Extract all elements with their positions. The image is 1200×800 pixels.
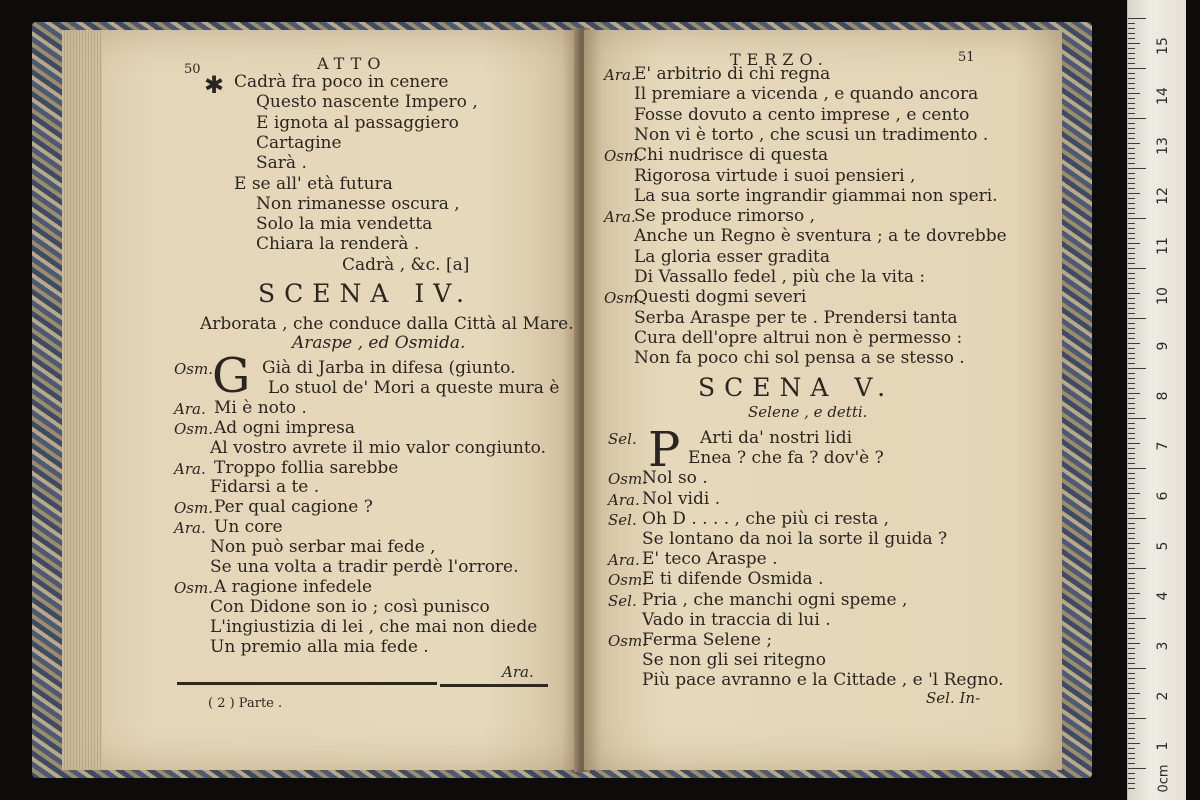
- dialogue-line: Nol so .: [642, 468, 708, 489]
- dialogue-line: Anche un Regno è sventura ; a te dovrebbe: [634, 226, 1007, 247]
- dialogue-line: Cura dell'opre altrui non è permesso :: [634, 327, 963, 348]
- ruler-tick: [1128, 333, 1135, 334]
- dialogue-line: Serba Araspe per te . Prendersi tanta: [634, 307, 958, 328]
- ruler-number: 11: [1155, 237, 1171, 255]
- ruler-tick: [1128, 258, 1135, 259]
- ruler-tick: [1128, 33, 1135, 34]
- measuring-ruler: [1127, 0, 1186, 800]
- verse-line: Solo la mia vendetta: [256, 214, 433, 235]
- ruler-number: 7: [1155, 441, 1171, 451]
- verse-line: Non rimanesse oscura ,: [256, 193, 460, 214]
- verse-line: Cadrà , &c. [a]: [342, 254, 470, 275]
- ruler-tick: [1128, 693, 1140, 694]
- right-running-head: TERZO.: [730, 50, 829, 69]
- ruler-tick: [1128, 568, 1146, 569]
- speaker-label: Sel.: [608, 430, 637, 448]
- ruler-tick: [1128, 43, 1140, 44]
- speaker-label: Osm.: [604, 289, 643, 308]
- ruler-tick: [1128, 78, 1135, 79]
- dialogue-line: Non vi è torto , che scusi un tradimento .: [634, 124, 989, 145]
- ruler-number: 13: [1155, 137, 1171, 155]
- ruler-tick: [1128, 38, 1135, 39]
- dialogue-line: Nol vidi .: [642, 488, 721, 509]
- ruler-number: 3: [1155, 641, 1171, 651]
- ruler-tick: [1128, 398, 1135, 399]
- scene-setting: Arborata , che conduce dalla Città al Mare.: [200, 314, 574, 334]
- speaker-label: Osm.: [608, 632, 647, 650]
- ruler-tick: [1128, 368, 1146, 369]
- dialogue-line: Mi è noto .: [214, 397, 307, 418]
- ruler-tick: [1128, 738, 1135, 739]
- ruler-tick: [1128, 648, 1135, 649]
- dialogue-line: Pria , che manchi ogni speme ,: [642, 589, 908, 610]
- ruler-tick: [1128, 778, 1135, 779]
- ruler-tick: [1128, 548, 1135, 549]
- ruler-tick: [1128, 733, 1135, 734]
- ruler-tick: [1128, 698, 1135, 699]
- ruler-tick: [1128, 433, 1135, 434]
- ruler-tick: [1128, 88, 1135, 89]
- ruler-tick: [1128, 618, 1146, 619]
- ruler-tick: [1128, 373, 1135, 374]
- ruler-tick: [1128, 583, 1135, 584]
- ruler-tick: [1128, 158, 1135, 159]
- ruler-tick: [1128, 718, 1146, 719]
- ruler-tick: [1128, 73, 1135, 74]
- ruler-tick: [1128, 518, 1146, 519]
- dialogue-line: Se lontano da noi la sorte il guida ?: [642, 529, 948, 549]
- ruler-number: 6: [1155, 491, 1171, 501]
- ruler-tick: [1128, 743, 1140, 744]
- ruler-tick: [1128, 448, 1135, 449]
- ruler-tick: [1128, 203, 1135, 204]
- dialogue-line: Al vostro avrete il mio valor congiunto.: [210, 437, 547, 458]
- ruler-tick: [1128, 348, 1135, 349]
- scene-characters-2: Selene , e detti.: [748, 403, 868, 421]
- speaker-label: Osm.: [174, 578, 213, 597]
- dialogue-line: E' arbitrio di chi regna: [634, 64, 831, 84]
- ruler-tick: [1128, 758, 1135, 759]
- ruler-tick: [1128, 138, 1135, 139]
- ruler-tick: [1128, 128, 1135, 129]
- ruler-tick: [1128, 328, 1135, 329]
- ruler-tick: [1128, 613, 1135, 614]
- dialogue-line: Enea ? che fa ? dov'è ?: [688, 448, 884, 469]
- ruler-tick: [1128, 653, 1135, 654]
- ruler-tick: [1128, 228, 1135, 229]
- ruler-tick: [1128, 678, 1135, 679]
- ruler-tick: [1128, 248, 1135, 249]
- ruler-tick: [1128, 633, 1135, 634]
- ruler-tick: [1128, 303, 1135, 304]
- ruler-tick: [1128, 503, 1135, 504]
- dialogue-line: Un premio alla mia fede .: [210, 636, 429, 657]
- ruler-tick: [1128, 118, 1146, 119]
- ruler-tick: [1128, 313, 1135, 314]
- ruler-tick: [1128, 643, 1140, 644]
- dialogue-line: Di Vassallo fedel , più che la vita :: [634, 267, 926, 287]
- signature-mark: ( 2 ) Parte .: [208, 696, 283, 711]
- dialogue-line: Già di Jarba in difesa (giunto.: [262, 358, 516, 378]
- ruler-tick: [1128, 268, 1146, 269]
- dialogue-line: Un core: [214, 517, 283, 538]
- dialogue-line: L'ingiustizia di lei , che mai non diede: [210, 616, 538, 637]
- ruler-tick: [1128, 288, 1135, 289]
- verse-line: E ignota al passaggiero: [256, 112, 459, 133]
- speaker-label: Sel.: [608, 591, 637, 610]
- ruler-tick: [1128, 463, 1135, 464]
- ruler-tick: [1128, 403, 1135, 404]
- ruler-tick: [1128, 358, 1135, 359]
- ruler-tick: [1128, 48, 1135, 49]
- rule-line: [177, 682, 437, 685]
- dialogue-line: E' teco Araspe .: [642, 549, 778, 570]
- ruler-tick: [1128, 493, 1140, 494]
- ruler-tick: [1128, 713, 1135, 714]
- ruler-tick: [1128, 93, 1140, 94]
- speaker-label: Sel.: [608, 510, 637, 529]
- speaker-label: Osm.: [608, 470, 647, 489]
- catchword-2: Sel. In-: [926, 689, 981, 707]
- ruler-number: 2: [1155, 691, 1171, 701]
- ruler-tick: [1128, 578, 1135, 579]
- ruler-tick: [1128, 763, 1135, 764]
- dialogue-line: Lo stuol de' Mori a queste mura è: [268, 377, 560, 398]
- left-page-number: 50: [184, 62, 201, 77]
- speaker-label: Ara.: [174, 399, 206, 418]
- dialogue-line: Ferma Selene ;: [642, 630, 773, 650]
- ruler-tick: [1128, 343, 1140, 344]
- ruler-tick: [1128, 668, 1146, 669]
- ruler-number: 9: [1155, 341, 1171, 351]
- right-page: [584, 30, 1062, 770]
- ruler-tick: [1128, 728, 1135, 729]
- speaker-label: Ara.: [174, 519, 206, 538]
- ruler-tick: [1128, 58, 1135, 59]
- ruler-number: 14: [1155, 87, 1171, 105]
- ruler-tick: [1128, 188, 1135, 189]
- ruler-tick: [1128, 213, 1135, 214]
- speaker-label: Ara.: [604, 66, 636, 84]
- ruler-tick: [1128, 83, 1135, 84]
- ruler-tick: [1128, 363, 1135, 364]
- ruler-tick: [1128, 543, 1140, 544]
- ruler-tick: [1128, 598, 1135, 599]
- left-page: [62, 30, 577, 770]
- dialogue-line: Oh D . . . . , che più ci resta ,: [642, 508, 890, 529]
- ruler-tick: [1128, 593, 1140, 594]
- ruler-tick: [1128, 278, 1135, 279]
- speaker-label: Osm.: [174, 419, 213, 438]
- ruler-tick: [1128, 413, 1135, 414]
- ruler-tick: [1128, 748, 1135, 749]
- dialogue-line: Più pace avranno e la Cittade , e 'l Regno.: [642, 670, 1004, 691]
- scene-title-2: SCENA V.: [698, 373, 895, 402]
- ruler-tick: [1128, 438, 1135, 439]
- dialogue-line: Non fa poco chi sol pensa a se stesso .: [634, 348, 965, 369]
- ruler-tick: [1128, 253, 1135, 254]
- ruler-tick: [1128, 323, 1135, 324]
- ruler-tick: [1128, 523, 1135, 524]
- ruler-tick: [1128, 553, 1135, 554]
- ruler-tick: [1128, 753, 1135, 754]
- ruler-tick: [1128, 638, 1135, 639]
- ruler-tick: [1128, 498, 1135, 499]
- ruler-tick: [1128, 23, 1135, 24]
- drop-cap: G: [212, 348, 251, 404]
- ruler-tick: [1128, 353, 1135, 354]
- speaker-label: Ara.: [608, 551, 640, 570]
- speaker-label: Osm.: [174, 360, 213, 378]
- dialogue-line: A ragione infedele: [214, 576, 373, 597]
- ruler-tick: [1128, 63, 1135, 64]
- asterisk-mark: ✱: [204, 71, 225, 99]
- ruler-tick: [1128, 178, 1135, 179]
- ruler-tick: [1128, 293, 1140, 294]
- ruler-tick: [1128, 423, 1135, 424]
- dialogue-line: Arti da' nostri lidi: [700, 428, 853, 448]
- ruler-tick: [1128, 338, 1135, 339]
- dialogue-line: Chi nudrisce di questa: [634, 145, 829, 166]
- ruler-tick: [1128, 458, 1135, 459]
- ruler-tick: [1128, 18, 1146, 19]
- ruler-number: 1: [1155, 741, 1171, 751]
- ruler-tick: [1128, 113, 1135, 114]
- ruler-number: 10: [1155, 287, 1171, 305]
- ruler-tick: [1128, 538, 1135, 539]
- ruler-tick: [1128, 168, 1146, 169]
- ruler-tick: [1128, 768, 1146, 769]
- ruler-tick: [1128, 68, 1146, 69]
- ruler-tick: [1128, 773, 1135, 774]
- ruler-tick: [1128, 558, 1135, 559]
- ruler-tick: [1128, 393, 1140, 394]
- dialogue-line: Ad ogni impresa: [214, 417, 355, 438]
- speaker-label: Ara.: [608, 490, 640, 509]
- verse-line: Cartagine: [256, 132, 342, 153]
- ruler-tick: [1128, 783, 1135, 784]
- verse-line: Chiara la renderà .: [256, 234, 420, 255]
- ruler-tick: [1128, 263, 1135, 264]
- scene-characters: Araspe , ed Osmida.: [292, 333, 466, 353]
- ruler-tick: [1128, 673, 1135, 674]
- ruler-number: 4: [1155, 591, 1171, 601]
- ruler-tick: [1128, 588, 1135, 589]
- ruler-tick: [1128, 223, 1135, 224]
- catchword: Ara.: [502, 663, 534, 681]
- ruler-tick: [1128, 703, 1135, 704]
- ruler-tick: [1128, 628, 1135, 629]
- ruler-tick: [1128, 428, 1135, 429]
- dialogue-line: La gloria esser gradita: [634, 246, 831, 267]
- ruler-tick: [1128, 148, 1135, 149]
- ruler-tick: [1128, 173, 1135, 174]
- ruler-tick: [1128, 108, 1135, 109]
- ruler-tick: [1128, 388, 1135, 389]
- dialogue-line: Se produce rimorso ,: [634, 206, 815, 227]
- drop-cap-2: P: [648, 422, 681, 478]
- verse-line: E se all' età futura: [234, 173, 393, 194]
- ruler-tick: [1128, 163, 1135, 164]
- ruler-tick: [1128, 608, 1135, 609]
- ruler-tick: [1128, 658, 1135, 659]
- dialogue-line: Se non gli sei ritegno: [642, 650, 826, 671]
- ruler-tick: [1128, 478, 1135, 479]
- ruler-tick: [1128, 28, 1135, 29]
- ruler-tick: [1128, 623, 1135, 624]
- ruler-tick: [1128, 218, 1146, 219]
- ruler-tick: [1128, 133, 1135, 134]
- ruler-tick: [1128, 408, 1135, 409]
- ruler-tick: [1128, 723, 1135, 724]
- ruler-tick: [1128, 378, 1135, 379]
- ruler-tick: [1128, 688, 1135, 689]
- ruler-tick: [1128, 193, 1140, 194]
- ruler-number: 5: [1155, 541, 1171, 551]
- ruler-tick: [1128, 153, 1135, 154]
- ruler-tick: [1128, 183, 1135, 184]
- ruler-tick: [1128, 453, 1135, 454]
- ruler-tick: [1128, 603, 1135, 604]
- dialogue-line: Non può serbar mai fede ,: [210, 537, 436, 558]
- speaker-label: Osm.: [174, 499, 213, 518]
- verse-line: Sarà .: [256, 153, 307, 174]
- ruler-tick: [1128, 103, 1135, 104]
- ruler-tick: [1128, 663, 1135, 664]
- ruler-tick: [1128, 708, 1135, 709]
- dialogue-line: Per qual cagione ?: [214, 497, 373, 518]
- speaker-label: Osm.: [608, 571, 647, 590]
- ruler-tick: [1128, 573, 1135, 574]
- ruler-tick: [1128, 143, 1140, 144]
- ruler-tick: [1128, 468, 1146, 469]
- ruler-tick: [1128, 298, 1135, 299]
- ruler-tick: [1128, 508, 1135, 509]
- right-page-number: 51: [958, 50, 975, 65]
- ruler-tick: [1128, 513, 1135, 514]
- ruler-tick: [1128, 443, 1140, 444]
- ruler-tick: [1128, 283, 1135, 284]
- ruler-tick: [1128, 488, 1135, 489]
- ruler-tick: [1128, 788, 1135, 789]
- speaker-label: Ara.: [604, 208, 636, 227]
- dialogue-line: Troppo follia sarebbe: [214, 457, 399, 478]
- ruler-tick: [1128, 683, 1135, 684]
- scene-title: SCENA IV.: [258, 279, 473, 308]
- rule-line-2: [440, 684, 548, 687]
- speaker-label: Osm.: [604, 147, 643, 166]
- dialogue-line: Se una volta a tradir perdè l'orrore.: [210, 557, 519, 577]
- ruler-number: 15: [1155, 37, 1171, 55]
- verse-line: Questo nascente Impero ,: [256, 92, 478, 113]
- speaker-label: Ara.: [174, 459, 206, 478]
- dialogue-line: Questi dogmi severi: [634, 287, 807, 308]
- dialogue-line: La sua sorte ingrandir giammai non speri.: [634, 185, 998, 206]
- ruler-unit: 0cm: [1156, 764, 1172, 793]
- dialogue-line: Fidarsi a te .: [210, 477, 320, 498]
- ruler-tick: [1128, 233, 1135, 234]
- ruler-tick: [1128, 318, 1146, 319]
- ruler-tick: [1128, 198, 1135, 199]
- dialogue-line: Vado in traccia di lui .: [642, 609, 831, 630]
- page-edges: [62, 30, 102, 770]
- ruler-tick: [1128, 123, 1135, 124]
- ruler-tick: [1128, 273, 1135, 274]
- dialogue-line: Rigorosa virtude i suoi pensieri ,: [634, 165, 916, 186]
- ruler-tick: [1128, 533, 1135, 534]
- ruler-tick: [1128, 308, 1135, 309]
- ruler-tick: [1128, 53, 1135, 54]
- ruler-tick: [1128, 528, 1135, 529]
- ruler-tick: [1128, 208, 1135, 209]
- ruler-tick: [1128, 418, 1146, 419]
- ruler-tick: [1128, 383, 1135, 384]
- ruler-tick: [1128, 473, 1135, 474]
- ruler-number: 12: [1155, 187, 1171, 205]
- dialogue-line: Fosse dovuto a cento imprese , e cento: [634, 104, 970, 125]
- ruler-tick: [1128, 243, 1140, 244]
- dialogue-line: Con Didone son io ; così punisco: [210, 596, 490, 617]
- ruler-tick: [1128, 563, 1135, 564]
- ruler-tick: [1128, 98, 1135, 99]
- ruler-tick: [1128, 483, 1135, 484]
- left-running-head: ATTO: [317, 54, 387, 73]
- dialogue-line: E ti difende Osmida .: [642, 569, 824, 590]
- dialogue-line: Il premiare a vicenda , e quando ancora: [634, 84, 979, 105]
- verse-line: Cadrà fra poco in cenere: [234, 72, 449, 92]
- ruler-tick: [1128, 238, 1135, 239]
- ruler-number: 8: [1155, 391, 1171, 401]
